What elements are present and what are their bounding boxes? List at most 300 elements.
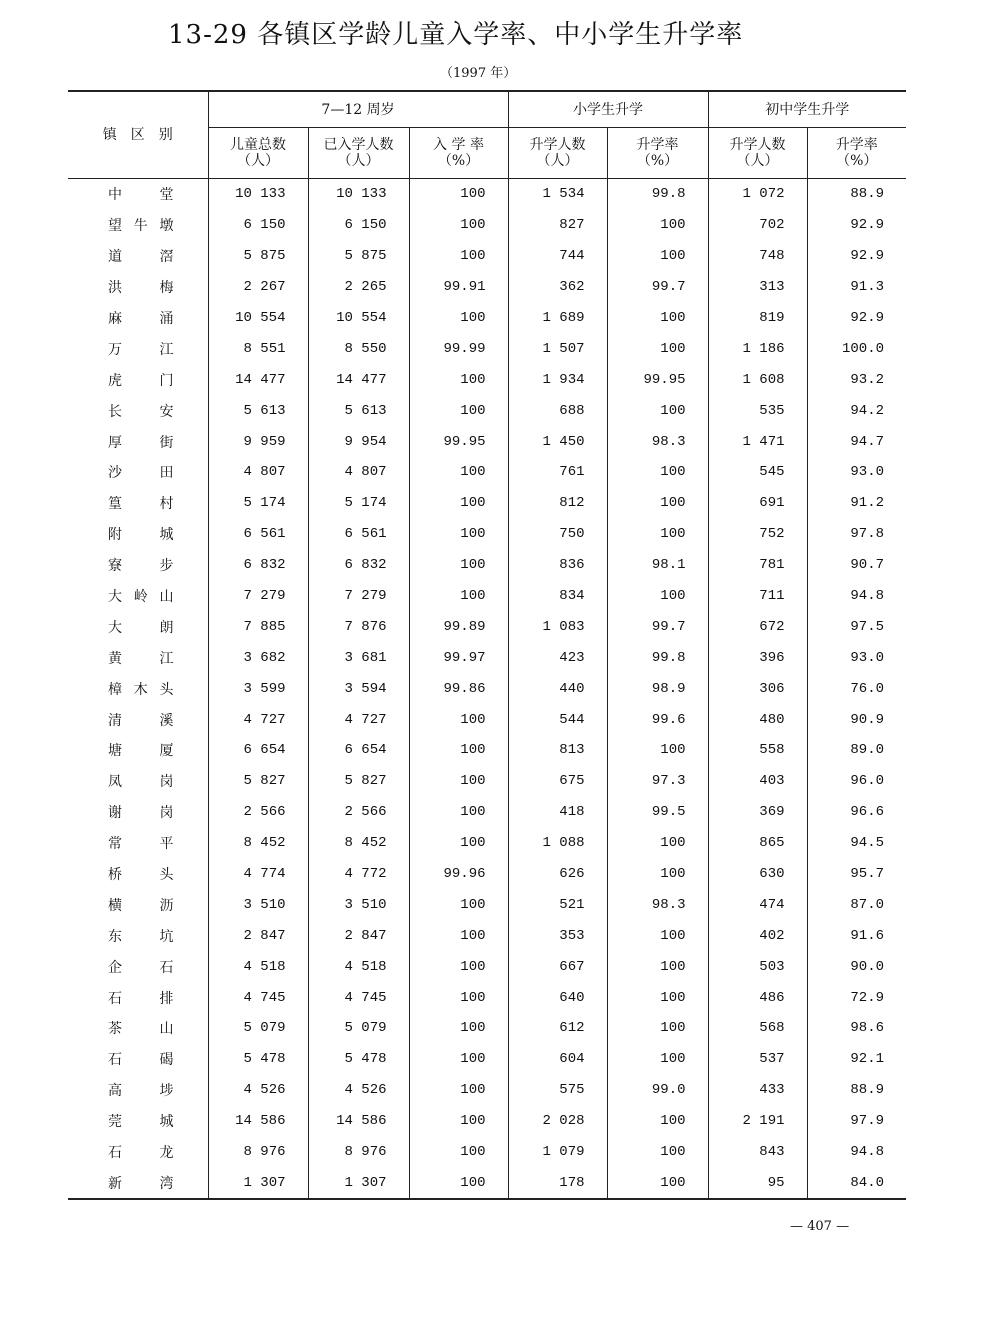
table-cell: 3 599 xyxy=(208,673,308,704)
column-header-name: 已入学人数 xyxy=(323,137,394,153)
district-name: 凤岗 xyxy=(68,766,208,797)
table-row xyxy=(68,333,906,364)
page-title: 13-29 各镇区学龄儿童入学率、中小学生升学率 xyxy=(168,20,744,50)
table-cell: 100 xyxy=(409,581,508,612)
table-cell: 6 150 xyxy=(208,210,308,241)
table-row xyxy=(68,982,906,1013)
table-cell: 90.7 xyxy=(850,557,885,574)
district-name: 石龙 xyxy=(68,1137,208,1168)
table-cell: 2 028 xyxy=(508,1106,607,1137)
table-cell: 761 xyxy=(508,457,607,488)
table-cell: 781 xyxy=(708,550,807,581)
table-cell: 2 566 xyxy=(208,797,308,828)
table-cell: 5 079 xyxy=(308,1013,409,1044)
table-cell: 752 xyxy=(708,519,807,550)
table-cell: 99.8 xyxy=(607,179,708,210)
table-cell: 100 xyxy=(607,241,708,272)
column-header xyxy=(708,128,807,179)
table-row xyxy=(68,457,906,488)
table-row xyxy=(68,210,906,241)
table-cell: 1 307 xyxy=(308,1168,409,1200)
table-cell: 4 745 xyxy=(308,982,409,1013)
table-cell: 96.6 xyxy=(850,804,885,821)
table-row xyxy=(68,797,906,828)
table-cell: 99.96 xyxy=(409,859,508,890)
table-cell: 10 554 xyxy=(208,303,308,334)
table-row xyxy=(68,1168,906,1200)
table-cell: 813 xyxy=(508,735,607,766)
column-header-unit: （%） xyxy=(636,153,679,169)
table-cell: 1 072 xyxy=(708,179,807,210)
table-cell: 14 586 xyxy=(308,1106,409,1137)
table-cell: 100 xyxy=(607,395,708,426)
table-cell: 4 526 xyxy=(308,1075,409,1106)
table-cell: 100 xyxy=(409,1168,508,1200)
table-cell: 178 xyxy=(508,1168,607,1200)
table-cell: 575 xyxy=(508,1075,607,1106)
table-cell: 521 xyxy=(508,889,607,920)
table-cell: 4 745 xyxy=(208,982,308,1013)
table-cell: 4 727 xyxy=(208,704,308,735)
table-cell: 100 xyxy=(409,735,508,766)
table-cell: 4 807 xyxy=(308,457,409,488)
column-header-name: 升学人数 xyxy=(529,137,586,153)
table-cell: 90.9 xyxy=(850,711,885,728)
table-cell: 4 526 xyxy=(208,1075,308,1106)
table-cell: 5 875 xyxy=(308,241,409,272)
column-header xyxy=(409,128,508,179)
table-cell: 100 xyxy=(409,766,508,797)
table-cell: 100 xyxy=(409,920,508,951)
table-cell: 10 133 xyxy=(208,179,308,210)
table-cell: 396 xyxy=(708,642,807,673)
table-cell: 14 477 xyxy=(208,364,308,395)
table-cell: 98.3 xyxy=(607,889,708,920)
table-cell: 100 xyxy=(607,488,708,519)
table-cell: 90.0 xyxy=(850,958,885,975)
table-cell: 2 267 xyxy=(208,272,308,303)
table-cell: 1 186 xyxy=(708,333,807,364)
table-cell: 474 xyxy=(708,889,807,920)
table-cell: 535 xyxy=(708,395,807,426)
table-cell: 97.3 xyxy=(607,766,708,797)
table-row xyxy=(68,611,906,642)
table-cell: 711 xyxy=(708,581,807,612)
table-cell: 6 654 xyxy=(308,735,409,766)
column-header-unit: （%） xyxy=(437,153,480,169)
table-cell: 6 832 xyxy=(308,550,409,581)
table-row xyxy=(68,766,906,797)
table-cell: 630 xyxy=(708,859,807,890)
table-cell: 6 561 xyxy=(208,519,308,550)
table-cell: 612 xyxy=(508,1013,607,1044)
table-cell: 4 727 xyxy=(308,704,409,735)
table-cell: 99.97 xyxy=(409,642,508,673)
district-name: 寮步 xyxy=(68,550,208,581)
table-cell: 5 613 xyxy=(308,395,409,426)
enrollment-table xyxy=(68,90,906,1200)
table-cell: 100 xyxy=(409,179,508,210)
table-cell: 5 478 xyxy=(208,1044,308,1075)
table-cell: 503 xyxy=(708,951,807,982)
table-cell: 10 133 xyxy=(308,179,409,210)
table-cell: 100 xyxy=(607,828,708,859)
table-cell: 100 xyxy=(409,210,508,241)
table-cell: 568 xyxy=(708,1013,807,1044)
table-cell: 691 xyxy=(708,488,807,519)
table-cell: 1 450 xyxy=(508,426,607,457)
district-name: 长安 xyxy=(68,395,208,426)
table-row xyxy=(68,426,906,457)
table-row xyxy=(68,1137,906,1168)
column-header xyxy=(508,128,607,179)
table-cell: 640 xyxy=(508,982,607,1013)
table-cell: 418 xyxy=(508,797,607,828)
table-cell: 100 xyxy=(607,920,708,951)
table-cell: 433 xyxy=(708,1075,807,1106)
table-cell: 100 xyxy=(607,859,708,890)
table-row xyxy=(68,673,906,704)
table-cell: 100 xyxy=(409,488,508,519)
table-cell: 440 xyxy=(508,673,607,704)
table-cell: 2 847 xyxy=(208,920,308,951)
district-name: 东坑 xyxy=(68,920,208,951)
table-row xyxy=(68,581,906,612)
table-cell: 100 xyxy=(607,735,708,766)
table-cell: 100 xyxy=(607,519,708,550)
table-cell: 480 xyxy=(708,704,807,735)
table-row xyxy=(68,1106,906,1137)
district-name: 大朗 xyxy=(68,611,208,642)
table-cell: 1 088 xyxy=(508,828,607,859)
table-cell: 99.91 xyxy=(409,272,508,303)
table-row xyxy=(68,179,906,210)
table-cell: 353 xyxy=(508,920,607,951)
table-cell: 2 566 xyxy=(308,797,409,828)
table-cell: 362 xyxy=(508,272,607,303)
table-row xyxy=(68,364,906,395)
table-cell: 100 xyxy=(409,1137,508,1168)
column-header-unit: （人） xyxy=(337,153,380,169)
table-cell: 313 xyxy=(708,272,807,303)
table-cell: 2 265 xyxy=(308,272,409,303)
table-cell: 76.0 xyxy=(850,680,885,697)
table-cell: 744 xyxy=(508,241,607,272)
table-cell: 604 xyxy=(508,1044,607,1075)
table-cell: 1 689 xyxy=(508,303,607,334)
table-cell: 92.9 xyxy=(850,217,885,234)
table-cell: 1 471 xyxy=(708,426,807,457)
table-cell: 100 xyxy=(607,982,708,1013)
table-cell: 99.7 xyxy=(607,272,708,303)
table-cell: 834 xyxy=(508,581,607,612)
district-header: 镇 区 别 xyxy=(68,91,208,179)
district-name: 望牛墩 xyxy=(68,210,208,241)
district-name: 横沥 xyxy=(68,889,208,920)
table-row xyxy=(68,519,906,550)
table-row xyxy=(68,642,906,673)
table-cell: 99.89 xyxy=(409,611,508,642)
table-cell: 100 xyxy=(607,1168,708,1200)
table-cell: 6 561 xyxy=(308,519,409,550)
table-cell: 812 xyxy=(508,488,607,519)
table-cell: 4 772 xyxy=(308,859,409,890)
table-cell: 94.8 xyxy=(850,588,885,605)
district-name: 万江 xyxy=(68,333,208,364)
district-name: 附城 xyxy=(68,519,208,550)
table-cell: 8 551 xyxy=(208,333,308,364)
primary-promotion-header: 小学生升学 xyxy=(508,91,708,128)
table-cell: 5 174 xyxy=(208,488,308,519)
table-cell: 100 xyxy=(607,303,708,334)
column-header-unit: （人） xyxy=(237,153,279,169)
table-cell: 100 xyxy=(409,550,508,581)
table-cell: 100 xyxy=(409,519,508,550)
district-name: 麻涌 xyxy=(68,303,208,334)
table-cell: 93.0 xyxy=(850,464,885,481)
table-cell: 6 150 xyxy=(308,210,409,241)
table-cell: 1 934 xyxy=(508,364,607,395)
table-cell: 748 xyxy=(708,241,807,272)
table-row xyxy=(68,550,906,581)
table-cell: 100 xyxy=(409,1044,508,1075)
table-cell: 100 xyxy=(607,1013,708,1044)
table-cell: 72.9 xyxy=(850,989,885,1006)
table-row xyxy=(68,303,906,334)
table-cell: 91.6 xyxy=(850,927,885,944)
district-name: 黄江 xyxy=(68,642,208,673)
table-cell: 7 876 xyxy=(308,611,409,642)
table-cell: 8 452 xyxy=(308,828,409,859)
column-header-unit: （%） xyxy=(836,153,878,169)
district-name: 石碣 xyxy=(68,1044,208,1075)
table-cell: 92.1 xyxy=(850,1051,885,1068)
table-row xyxy=(68,1044,906,1075)
table-cell: 1 083 xyxy=(508,611,607,642)
table-row xyxy=(68,951,906,982)
table-cell: 688 xyxy=(508,395,607,426)
column-header-unit: （人） xyxy=(736,153,779,169)
table-cell: 98.3 xyxy=(607,426,708,457)
table-cell: 4 807 xyxy=(208,457,308,488)
table-cell: 100 xyxy=(409,1075,508,1106)
table-body xyxy=(68,179,906,1200)
table-cell: 100 xyxy=(409,303,508,334)
table-cell: 100 xyxy=(409,828,508,859)
table-cell: 3 594 xyxy=(308,673,409,704)
table-cell: 626 xyxy=(508,859,607,890)
table-row xyxy=(68,241,906,272)
table-cell: 100 xyxy=(409,395,508,426)
district-name: 石排 xyxy=(68,982,208,1013)
table-cell: 100.0 xyxy=(842,340,885,357)
table-cell: 97.5 xyxy=(850,618,885,635)
district-name: 企石 xyxy=(68,951,208,982)
table-cell: 702 xyxy=(708,210,807,241)
table-cell: 667 xyxy=(508,951,607,982)
table-cell: 7 279 xyxy=(308,581,409,612)
table-cell: 98.1 xyxy=(607,550,708,581)
table-cell: 675 xyxy=(508,766,607,797)
table-cell: 750 xyxy=(508,519,607,550)
table-row xyxy=(68,735,906,766)
table-cell: 403 xyxy=(708,766,807,797)
table-cell: 827 xyxy=(508,210,607,241)
table-cell: 100 xyxy=(607,333,708,364)
district-name: 沙田 xyxy=(68,457,208,488)
table-cell: 7 885 xyxy=(208,611,308,642)
table-cell: 5 478 xyxy=(308,1044,409,1075)
table-cell: 100 xyxy=(607,210,708,241)
table-cell: 100 xyxy=(607,951,708,982)
table-cell: 88.9 xyxy=(850,186,885,203)
age-group-header: 7—12 周岁 xyxy=(208,91,508,128)
district-name: 篁村 xyxy=(68,488,208,519)
table-row xyxy=(68,859,906,890)
district-name: 洪梅 xyxy=(68,272,208,303)
table-cell: 95.7 xyxy=(850,866,885,883)
table-row xyxy=(68,1075,906,1106)
table-cell: 2 191 xyxy=(708,1106,807,1137)
table-cell: 7 279 xyxy=(208,581,308,612)
table-cell: 423 xyxy=(508,642,607,673)
table-cell: 545 xyxy=(708,457,807,488)
table-cell: 87.0 xyxy=(850,896,885,913)
column-header xyxy=(807,128,906,179)
table-row xyxy=(68,704,906,735)
table-cell: 100 xyxy=(607,1106,708,1137)
table-cell: 89.0 xyxy=(850,742,885,759)
table-row xyxy=(68,889,906,920)
table-cell: 558 xyxy=(708,735,807,766)
table-cell: 865 xyxy=(708,828,807,859)
table-cell: 93.2 xyxy=(850,371,885,388)
district-name: 新湾 xyxy=(68,1168,208,1200)
table-cell: 99.95 xyxy=(607,364,708,395)
table-cell: 94.5 xyxy=(850,835,885,852)
table-cell: 5 827 xyxy=(208,766,308,797)
table-cell: 5 079 xyxy=(208,1013,308,1044)
table-cell: 3 681 xyxy=(308,642,409,673)
table-cell: 402 xyxy=(708,920,807,951)
table-cell: 10 554 xyxy=(308,303,409,334)
district-name: 常平 xyxy=(68,828,208,859)
table-cell: 486 xyxy=(708,982,807,1013)
table-cell: 1 507 xyxy=(508,333,607,364)
table-cell: 96.0 xyxy=(850,773,885,790)
table-cell: 836 xyxy=(508,550,607,581)
table-row xyxy=(68,395,906,426)
table-cell: 4 518 xyxy=(208,951,308,982)
junior-promotion-header: 初中学生升学 xyxy=(708,91,906,128)
table-cell: 99.6 xyxy=(607,704,708,735)
table-cell: 4 518 xyxy=(308,951,409,982)
table-cell: 95 xyxy=(708,1168,807,1200)
column-header xyxy=(208,128,308,179)
table-cell: 8 452 xyxy=(208,828,308,859)
table-cell: 3 682 xyxy=(208,642,308,673)
table-cell: 99.5 xyxy=(607,797,708,828)
table-cell: 94.7 xyxy=(850,433,885,450)
table-cell: 100 xyxy=(607,1137,708,1168)
table-cell: 843 xyxy=(708,1137,807,1168)
table-cell: 100 xyxy=(409,364,508,395)
table-cell: 4 774 xyxy=(208,859,308,890)
column-header-name: 儿童总数 xyxy=(230,137,286,153)
district-name: 道滘 xyxy=(68,241,208,272)
district-name: 桥头 xyxy=(68,859,208,890)
table-cell: 8 976 xyxy=(308,1137,409,1168)
table-cell: 100 xyxy=(409,1106,508,1137)
table-cell: 8 976 xyxy=(208,1137,308,1168)
table-cell: 306 xyxy=(708,673,807,704)
table-cell: 14 477 xyxy=(308,364,409,395)
table-cell: 1 307 xyxy=(208,1168,308,1200)
column-header-name: 升学率 xyxy=(835,137,878,153)
table-row xyxy=(68,272,906,303)
district-name: 樟木头 xyxy=(68,673,208,704)
table-cell: 8 550 xyxy=(308,333,409,364)
district-name: 塘厦 xyxy=(68,735,208,766)
table-cell: 99.86 xyxy=(409,673,508,704)
table-cell: 537 xyxy=(708,1044,807,1075)
district-name: 茶山 xyxy=(68,1013,208,1044)
table-row xyxy=(68,828,906,859)
table-cell: 97.9 xyxy=(850,1113,885,1130)
column-header xyxy=(308,128,409,179)
table-cell: 9 954 xyxy=(308,426,409,457)
table-cell: 544 xyxy=(508,704,607,735)
table-row xyxy=(68,920,906,951)
district-name: 中堂 xyxy=(68,179,208,210)
table-cell: 100 xyxy=(409,889,508,920)
table-cell: 100 xyxy=(409,982,508,1013)
table-cell: 97.8 xyxy=(850,526,885,543)
table-cell: 100 xyxy=(607,581,708,612)
district-name: 莞城 xyxy=(68,1106,208,1137)
table-cell: 91.2 xyxy=(850,495,885,512)
table-cell: 6 654 xyxy=(208,735,308,766)
table-cell: 99.95 xyxy=(409,426,508,457)
column-header xyxy=(607,128,708,179)
table-cell: 100 xyxy=(409,704,508,735)
table-cell: 88.9 xyxy=(850,1082,885,1099)
column-header-name: 升学率 xyxy=(636,137,679,153)
table-cell: 5 613 xyxy=(208,395,308,426)
table-cell: 94.2 xyxy=(850,402,885,419)
district-name: 高埗 xyxy=(68,1075,208,1106)
table-row xyxy=(68,488,906,519)
table-cell: 98.6 xyxy=(850,1020,885,1037)
table-cell: 99.8 xyxy=(607,642,708,673)
table-cell: 100 xyxy=(409,241,508,272)
district-name: 大岭山 xyxy=(68,581,208,612)
table-cell: 98.9 xyxy=(607,673,708,704)
table-cell: 99.99 xyxy=(409,333,508,364)
table-cell: 3 510 xyxy=(308,889,409,920)
table-subtitle: （1997 年） xyxy=(440,66,517,81)
table-cell: 5 174 xyxy=(308,488,409,519)
table-cell: 2 847 xyxy=(308,920,409,951)
table-cell: 92.9 xyxy=(850,310,885,326)
page-number: — 407 — xyxy=(790,1219,850,1234)
table-cell: 1 608 xyxy=(708,364,807,395)
district-name: 虎门 xyxy=(68,364,208,395)
table-cell: 100 xyxy=(409,951,508,982)
table-cell: 93.0 xyxy=(850,649,885,666)
table-cell: 92.9 xyxy=(850,248,885,265)
table-row xyxy=(68,1013,906,1044)
